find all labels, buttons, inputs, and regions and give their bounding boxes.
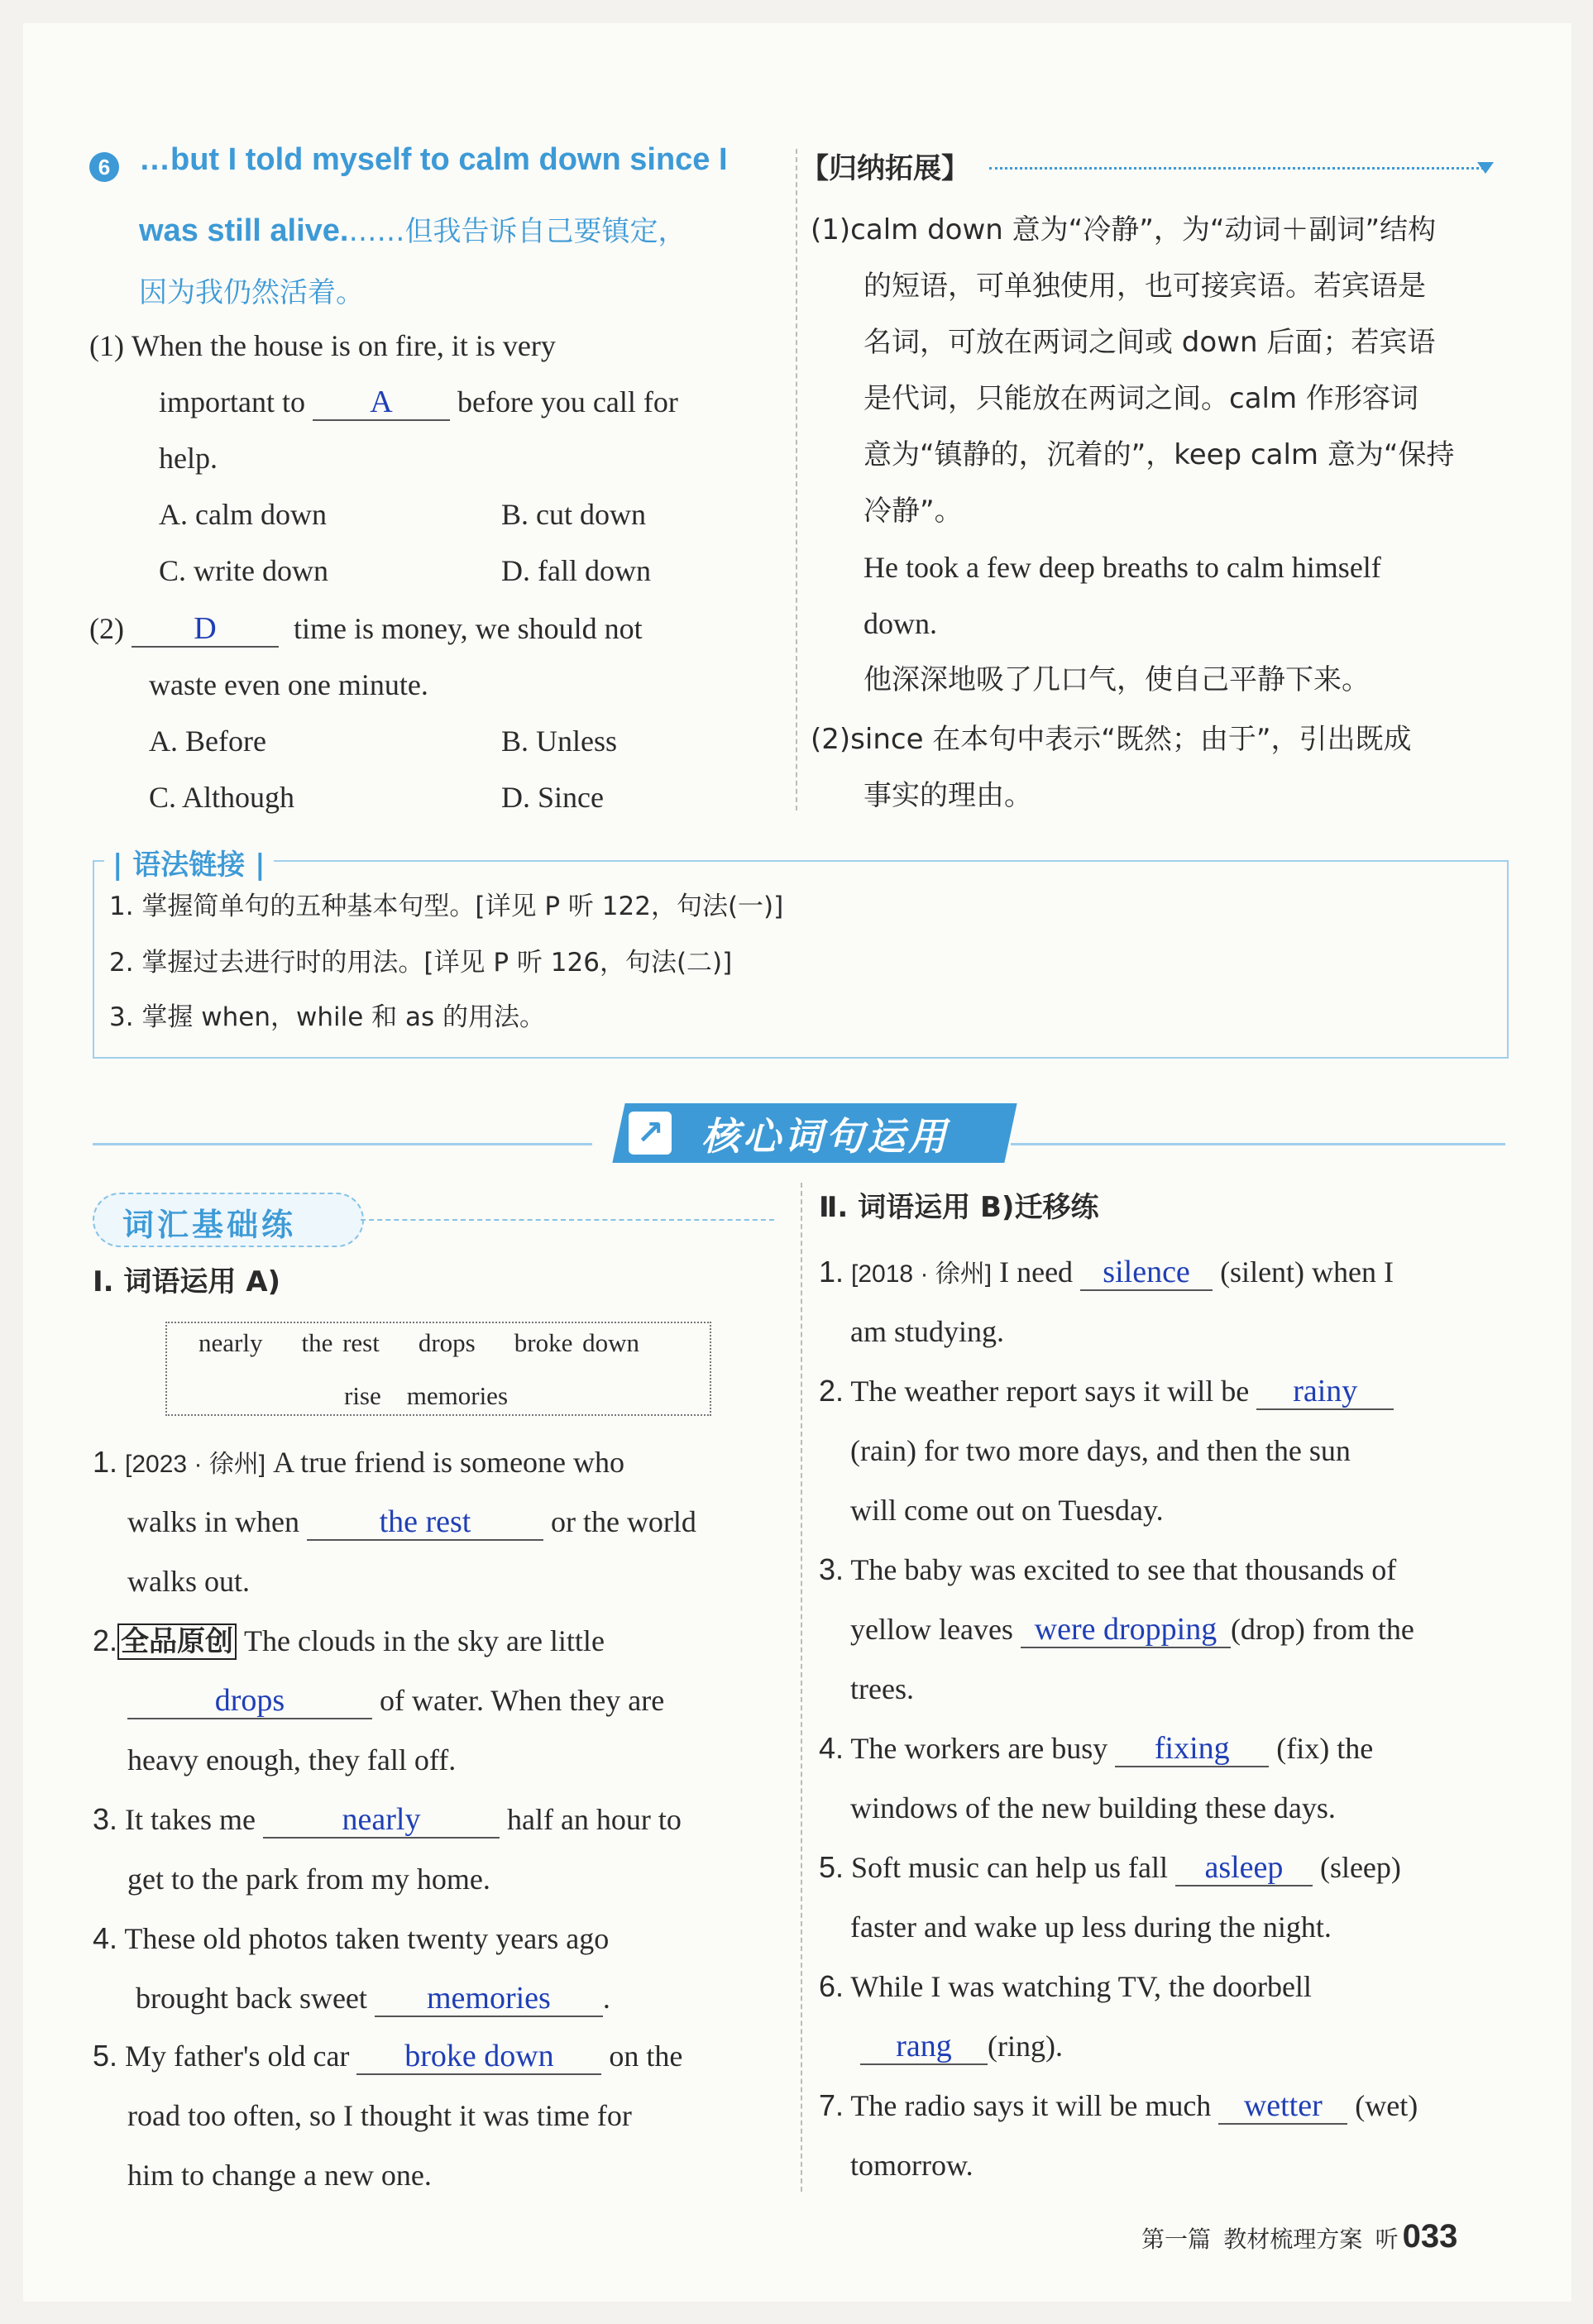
page-footer xyxy=(1141,2218,1457,2255)
b-item-4-number: 4. xyxy=(819,1731,844,1765)
b-item-7-pre: The radio says it will be much xyxy=(850,2089,1212,2122)
b-item-2-line2: (rain) for two more days, and then the sun xyxy=(850,1434,1351,1467)
b-item-5-line1 xyxy=(819,1839,1401,1896)
summary-example-cn: 他深深地吸了几口气，使自己平静下来。 xyxy=(863,663,1370,696)
sentence-title-line2 xyxy=(139,208,686,249)
summary-line-5: 意为“镇静的，沉着的”，keep calm 意为“保持 xyxy=(863,438,1455,471)
vocab-item-2-line1 xyxy=(93,1613,605,1670)
q1-option-c: C. write down xyxy=(159,554,328,587)
word-box-row2 xyxy=(344,1381,508,1411)
q1-line1 xyxy=(89,318,556,374)
vocab-item-1-line2 xyxy=(127,1494,696,1550)
summary-example-en-2: down. xyxy=(863,607,937,640)
footer-part: 第一篇 xyxy=(1141,2226,1212,2253)
b-item-3-answer-blank[interactable]: were dropping xyxy=(1021,1607,1231,1648)
b-item-3-line2 xyxy=(850,1601,1414,1657)
vocab-item-4-number: 4. xyxy=(93,1921,118,1955)
b-item-2-pre: The weather report says it will be xyxy=(850,1375,1250,1408)
b-item-3-line1 xyxy=(819,1542,1396,1598)
q1-text-pre: important to xyxy=(159,385,305,418)
b-item-2-line1 xyxy=(819,1363,1394,1419)
section-b-title: Ⅱ. 词语运用 B)迁移练 xyxy=(819,1191,1099,1224)
triangle-down-icon xyxy=(1477,162,1494,174)
b-item-4-post: (fix) the xyxy=(1276,1732,1374,1765)
b-item-7-post: (wet) xyxy=(1355,2089,1418,2122)
b-item-6-post: (ring). xyxy=(988,2030,1063,2063)
vocab-item-1-line3: walks out. xyxy=(127,1565,250,1598)
b-item-4-pre: The workers are busy xyxy=(850,1732,1108,1765)
summary-header: 【归纳拓展】 xyxy=(801,152,969,185)
b-item-6-text: While I was watching TV, the doorbell xyxy=(850,1970,1312,2003)
q2-option-d: D. Since xyxy=(501,781,604,814)
q1-line2 xyxy=(159,374,678,430)
b-item-3-pre: yellow leaves xyxy=(850,1613,1013,1646)
vocab-item-5-line3: him to change a new one. xyxy=(127,2159,432,2192)
word-nearly: nearly xyxy=(199,1328,263,1357)
q1-option-b: B. cut down xyxy=(501,498,646,531)
summary-line-4: 是代词，只能放在两词之间。calm 作形容词 xyxy=(863,382,1418,415)
column-divider-top xyxy=(796,149,797,811)
word-box-row1 xyxy=(199,1328,639,1358)
vocab-item-1-line1 xyxy=(93,1434,624,1493)
q1-line3: help. xyxy=(159,442,218,475)
b-item-1-line1 xyxy=(819,1244,1394,1303)
summary-line-2: 的短语，可单独使用，也可接宾语。若宾语是 xyxy=(863,270,1426,303)
b-item-1-line2: am studying. xyxy=(850,1315,1004,1348)
vocab-pill-title: 词汇基础练 xyxy=(122,1207,297,1243)
q2-option-b: B. Unless xyxy=(501,724,618,758)
sentence-title-en: …but I told myself to calm down since I xyxy=(139,142,728,177)
vocab-item-5-answer-blank[interactable]: broke down xyxy=(356,2034,601,2075)
banner-title: 核心词句运用 xyxy=(701,1114,950,1159)
grammar-link-title: | 语法链接 | xyxy=(104,842,274,882)
section-a-title: Ⅰ. 词语运用 A) xyxy=(93,1265,281,1298)
vocab-item-4-answer-blank[interactable]: memories xyxy=(375,1976,603,2017)
word-drops: drops xyxy=(418,1328,476,1357)
grammar-item-2: 2. 掌握过去进行时的用法。[详见 P 听 126，句法(二)] xyxy=(109,948,733,978)
b-item-2-number: 2. xyxy=(819,1374,844,1408)
b-item-4-answer-blank[interactable]: fixing xyxy=(1115,1726,1269,1767)
b-item-7-number: 7. xyxy=(819,2088,844,2122)
page-number: 033 xyxy=(1402,2218,1458,2255)
b-item-2-answer-blank[interactable]: rainy xyxy=(1256,1369,1394,1410)
vocab-item-4-post: . xyxy=(602,1982,610,2015)
arrow-up-right-icon: ↗ xyxy=(629,1112,672,1155)
vocab-item-3-line1 xyxy=(93,1791,682,1848)
vocab-item-5-post: on the xyxy=(609,2039,683,2073)
vocab-item-1-pre: walks in when xyxy=(127,1505,299,1538)
b-item-4-line1 xyxy=(819,1720,1373,1776)
q1-option-a: A. calm down xyxy=(159,498,327,531)
vocab-item-2-text: The clouds in the sky are little xyxy=(244,1624,605,1657)
q2-option-c: C. Although xyxy=(149,781,295,814)
vocab-item-5-line2: road too often, so I thought it was time for xyxy=(127,2099,632,2132)
footer-label: 听 xyxy=(1375,2226,1399,2253)
b-item-1-pre: I need xyxy=(999,1255,1074,1289)
b-item-7-line2: tomorrow. xyxy=(850,2149,974,2182)
b-item-3-post: (drop) from the xyxy=(1230,1613,1414,1646)
summary-header-rule xyxy=(989,167,1489,170)
b-item-1-number: 1. xyxy=(819,1255,844,1289)
vocab-item-2-post: of water. When they are xyxy=(380,1684,665,1717)
vocab-item-2-line2 xyxy=(127,1672,664,1729)
vocab-item-4-text: These old photos taken twenty years ago xyxy=(124,1922,610,1955)
q2-line1 xyxy=(89,600,643,657)
vocab-item-2-line3: heavy enough, they fall off. xyxy=(127,1743,457,1776)
q2-answer-blank[interactable]: D xyxy=(132,606,279,648)
q1-option-d: D. fall down xyxy=(501,554,651,587)
b-item-3-number: 3. xyxy=(819,1552,844,1586)
q2-number: (2) xyxy=(89,612,124,645)
b-item-6-answer-blank[interactable]: rang xyxy=(860,2024,988,2065)
vocab-item-4-line1 xyxy=(93,1910,609,1967)
b-item-7-line1 xyxy=(819,2078,1418,2134)
b-item-6-number: 6. xyxy=(819,1969,844,2003)
vocab-item-4-pre: brought back sweet xyxy=(136,1982,367,2015)
q1-number: (1) xyxy=(89,329,124,362)
b-item-5-line2: faster and wake up less during the night. xyxy=(850,1910,1332,1944)
q1-answer-blank[interactable]: A xyxy=(313,380,450,421)
b-item-4-line2: windows of the new building these days. xyxy=(850,1791,1336,1824)
word-memories: memories xyxy=(406,1381,509,1410)
grammar-item-3: 3. 掌握 when，while 和 as 的用法。 xyxy=(109,1002,546,1032)
vocab-pill-rule xyxy=(361,1219,774,1221)
summary-line-since: (2)since 在本句中表示“既然；由于”，引出既成 xyxy=(811,723,1412,756)
b-item-3-line3: trees. xyxy=(850,1672,914,1705)
b-item-6-line2 xyxy=(860,2018,1063,2074)
vocab-item-5-number: 5. xyxy=(93,2039,118,2073)
summary-example-en: He took a few deep breaths to calm himself xyxy=(863,551,1381,584)
vocab-item-3-post: half an hour to xyxy=(506,1803,682,1836)
banner-rule-right xyxy=(1011,1143,1505,1145)
q2-text: time is money, we should not xyxy=(293,612,643,645)
question-number-badge: 6 xyxy=(89,152,119,182)
vocab-item-5-pre: My father's old car xyxy=(125,2039,350,2073)
summary-line-since-2: 事实的理由。 xyxy=(863,779,1032,812)
vocab-item-2-number: 2. xyxy=(93,1623,118,1657)
column-divider-bottom xyxy=(801,1183,802,2192)
q2-line2: waste even one minute. xyxy=(149,668,428,701)
q1-text: When the house is on fire, it is very xyxy=(131,329,556,362)
banner-rule-left xyxy=(93,1143,592,1145)
b-item-7-answer-blank[interactable]: wetter xyxy=(1218,2083,1347,2125)
vocab-item-3-line2: get to the park from my home. xyxy=(127,1863,490,1896)
sentence-title-cn: ……但我告诉自己要镇定， xyxy=(348,215,686,248)
word-broke-down: broke down xyxy=(514,1328,639,1357)
vocab-item-1-post: or the world xyxy=(550,1505,696,1538)
vocab-item-1-text: A true friend is someone who xyxy=(273,1446,625,1479)
b-item-3-text: The baby was excited to see that thousands of xyxy=(850,1553,1397,1586)
vocab-item-3-number: 3. xyxy=(93,1802,118,1836)
sentence-title-en-2: was still alive. xyxy=(139,213,349,248)
summary-line-3: 名词，可放在两词之间或 down 后面；若宾语 xyxy=(863,326,1436,359)
b-item-1-tag: [2018 · 徐州] xyxy=(851,1260,993,1288)
grammar-link-title-text: 语法链接 xyxy=(132,849,246,882)
q2-option-a: A. Before xyxy=(149,724,266,758)
q1-text-post: before you call for xyxy=(457,385,678,418)
vocab-item-4-line2 xyxy=(136,1970,610,2026)
summary-line-6: 冷静”。 xyxy=(863,495,963,528)
original-badge: 全品原创 xyxy=(117,1623,237,1660)
word-the-rest: the rest xyxy=(301,1328,380,1357)
footer-section: 教材梳理方案 xyxy=(1223,2226,1363,2253)
b-item-5-answer-blank[interactable]: asleep xyxy=(1175,1845,1313,1886)
b-item-2-line3: will come out on Tuesday. xyxy=(850,1494,1164,1527)
vocab-item-3-answer-blank[interactable]: nearly xyxy=(263,1797,500,1839)
b-item-1-answer-blank[interactable]: silence xyxy=(1080,1250,1213,1291)
b-item-5-post: (sleep) xyxy=(1319,1851,1401,1884)
word-rise: rise xyxy=(344,1381,381,1410)
vocab-item-1-tag: [2023 · 徐州] xyxy=(125,1451,266,1478)
vocab-item-1-answer-blank[interactable]: the rest xyxy=(307,1499,543,1541)
b-item-6-line1 xyxy=(819,1958,1312,2015)
grammar-item-1: 1. 掌握简单句的五种基本句型。[详见 P 听 122，句法(一)] xyxy=(109,892,784,921)
summary-line-1: (1)calm down 意为“冷静”，为“动词＋副词”结构 xyxy=(811,213,1437,246)
vocab-item-1-number: 1. xyxy=(93,1445,118,1479)
sentence-title-cn-2: 因为我仍然活着。 xyxy=(139,276,364,309)
vocab-item-2-answer-blank[interactable]: drops xyxy=(127,1678,372,1719)
vocab-item-5-line1 xyxy=(93,2028,682,2084)
b-item-5-number: 5. xyxy=(819,1850,844,1884)
vocab-item-3-pre: It takes me xyxy=(125,1803,256,1836)
b-item-5-pre: Soft music can help us fall xyxy=(851,1851,1168,1884)
b-item-1-post: (silent) when I xyxy=(1220,1255,1394,1289)
